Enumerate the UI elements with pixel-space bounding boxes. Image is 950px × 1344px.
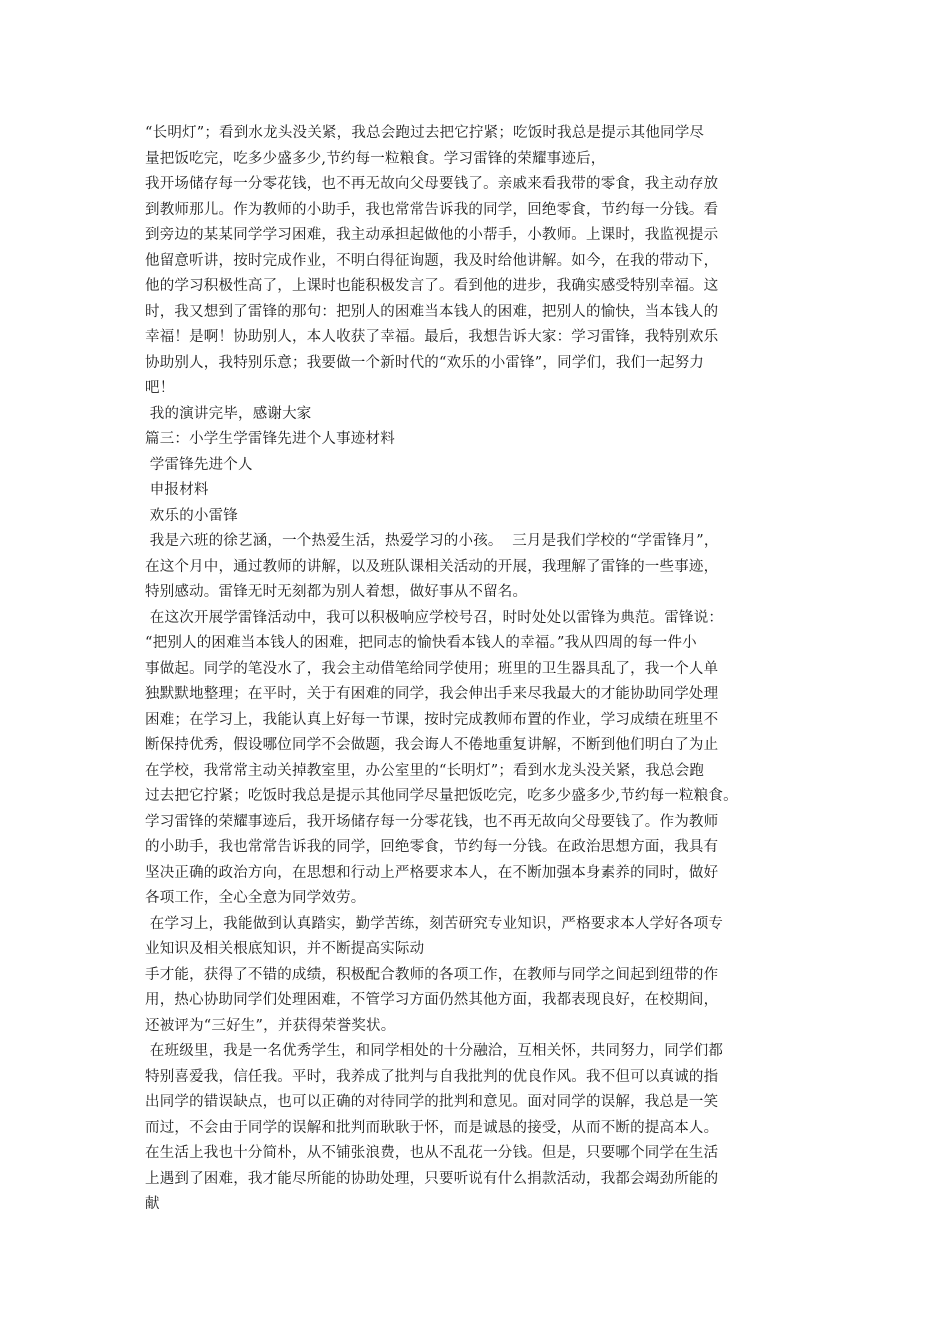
text-line: 而过，不会由于同学的误解和批判而耿耿于怀，而是诚恳的接受，从而不断的提高本人。 <box>145 1119 719 1136</box>
text-line: 我开场储存每一分零花钱，也不再无故向父母要钱了。亲戚来看我带的零食，我主动存放 <box>145 176 719 192</box>
text-line: 在学习上，我能做到认真踏实，勤学苦练，刻苦研究专业知识，严格要求本人学好各项专 <box>145 915 724 932</box>
text-line: 手才能，获得了不错的成绩，积极配合教师的各项工作，在教师与同学之间起到纽带的作 <box>145 966 719 983</box>
text-line: 到教师那儿。作为教师的小助手，我也常常告诉我的同学，回绝零食，节约每一分钱。看 <box>145 201 719 218</box>
text-line: 我的演讲完毕，感谢大家 <box>145 405 312 422</box>
text-line: 独默默地整理；在平时，关于有困难的同学，我会伸出手来尽我最大的才能协助同学处理 <box>145 686 719 702</box>
text-line: 特别喜爱我，信任我。平时，我养成了批判与自我批判的优良作风。我不但可以真诚的指 <box>145 1068 719 1085</box>
text-line: “把别人的困难当本钱人的困难，把同志的愉快看本钱人的幸福。”我从四周的每一件小 <box>145 635 697 651</box>
text-line: 他的学习积极性高了，上课时也能积极发言了。看到他的进步，我确实感受特别幸福。这 <box>145 278 719 294</box>
text-line: 时，我又想到了雷锋的那句：把别人的困难当本钱人的困难，把别人的愉快，当本钱人的 <box>145 303 719 320</box>
text-line: 困难；在学习上，我能认真上好每一节课，按时完成教师布置的作业，学习成绩在班里不 <box>145 711 719 728</box>
text-line: 业知识及相关根底知识，并不断提高实际动 <box>145 941 425 957</box>
section-heading: 篇三：小学生学雷锋先进个人事迹材料 <box>145 431 395 447</box>
text-line: 在这个月中，通过教师的讲解，以及班队课相关活动的开展，我理解了雷锋的一些事迹， <box>145 558 719 575</box>
text-line: 欢乐的小雷锋 <box>145 507 239 524</box>
document-body <box>145 121 817 1218</box>
text-line: 上遇到了困难，我才能尽所能的协助处理，只要听说有什么捐款活动，我都会竭劲所能的 <box>145 1170 719 1187</box>
text-line: 过去把它拧紧；吃饭时我总是提示其他同学尽量把饭吃完，吃多少盛多少,节约每一粒粮食。 <box>145 788 738 804</box>
text-line: 的小助手，我也常常告诉我的同学，回绝零食，节约每一分钱。在政治思想方面，我具有 <box>145 839 719 855</box>
text-line: 用，热心协助同学们处理困难，不管学习方面仍然其他方面，我都表现良好，在校期间， <box>145 992 719 1008</box>
text-line: 在生活上我也十分简朴，从不铺张浪费，也从不乱花一分钱。但是，只要哪个同学在生活 <box>145 1145 719 1161</box>
text-line: 在班级里，我是一名优秀学生，和同学相处的十分融洽，互相关怀，共同努力，同学们都 <box>145 1043 724 1059</box>
text-line: 协助别人，我特别乐意；我要做一个新时代的“欢乐的小雷锋”，同学们，我们一起努力 <box>145 354 705 371</box>
text-line: 在这次开展学雷锋活动中，我可以积极响应学校号召，时时处处以雷锋为典范。雷锋说： <box>145 609 724 626</box>
text-line: 吧！ <box>145 380 175 396</box>
text-line: 出同学的错误缺点，也可以正确的对待同学的批判和意见。面对同学的误解，我总是一笑 <box>145 1094 719 1110</box>
text-line: 断保持优秀，假设哪位同学不会做题，我会诲人不倦地重复讲解，不断到他们明白了为止 <box>145 737 719 753</box>
text-line: “长明灯”；看到水龙头没关紧，我总会跑过去把它拧紧；吃饭时我总是提示其他同学尽 <box>145 125 705 141</box>
text-line: 事做起。同学的笔没水了，我会主动借笔给同学使用；班里的卫生器具乱了，我一个人单 <box>145 660 719 677</box>
text-line: 我是六班的徐艺涵，一个热爱生活，热爱学习的小孩。 三月是我们学校的“学雷锋月”， <box>145 533 719 549</box>
text-line: 在学校，我常常主动关掉教室里，办公室里的“长明灯”；看到水龙头没关紧，我总会跑 <box>145 762 705 779</box>
text-line: 各项工作，全心全意为同学效劳。 <box>145 890 366 906</box>
text-line: 学习雷锋的荣耀事迹后，我开场储存每一分零花钱，也不再无故向父母要钱了。作为教师 <box>145 813 719 830</box>
text-line: 量把饭吃完，吃多少盛多少,节约每一粒粮食。学习雷锋的荣耀事迹后， <box>145 150 606 167</box>
text-line: 幸福！是啊！协助别人，本人收获了幸福。最后，我想告诉大家：学习雷锋，我特别欢乐 <box>145 329 719 345</box>
text-line: 学雷锋先进个人 <box>145 456 253 473</box>
text-line: 他留意听讲，按时完成作业，不明白得征询题，我及时给他讲解。如今，在我的带动下， <box>145 252 719 269</box>
text-line: 坚决正确的政治方向，在思想和行动上严格要求本人，在不断加强本身素养的同时，做好 <box>145 864 719 881</box>
text-line: 特别感动。雷锋无时无刻都为别人着想，做好事从不留名。 <box>145 584 528 600</box>
text-line: 献 <box>145 1196 160 1212</box>
text-line: 到旁边的某某同学学习困难，我主动承担起做他的小帮手，小教师。上课时，我监视提示 <box>145 227 719 243</box>
text-line: 申报材料 <box>145 482 209 498</box>
text-line: 还被评为“三好生”，并获得荣誉奖状。 <box>145 1017 396 1034</box>
